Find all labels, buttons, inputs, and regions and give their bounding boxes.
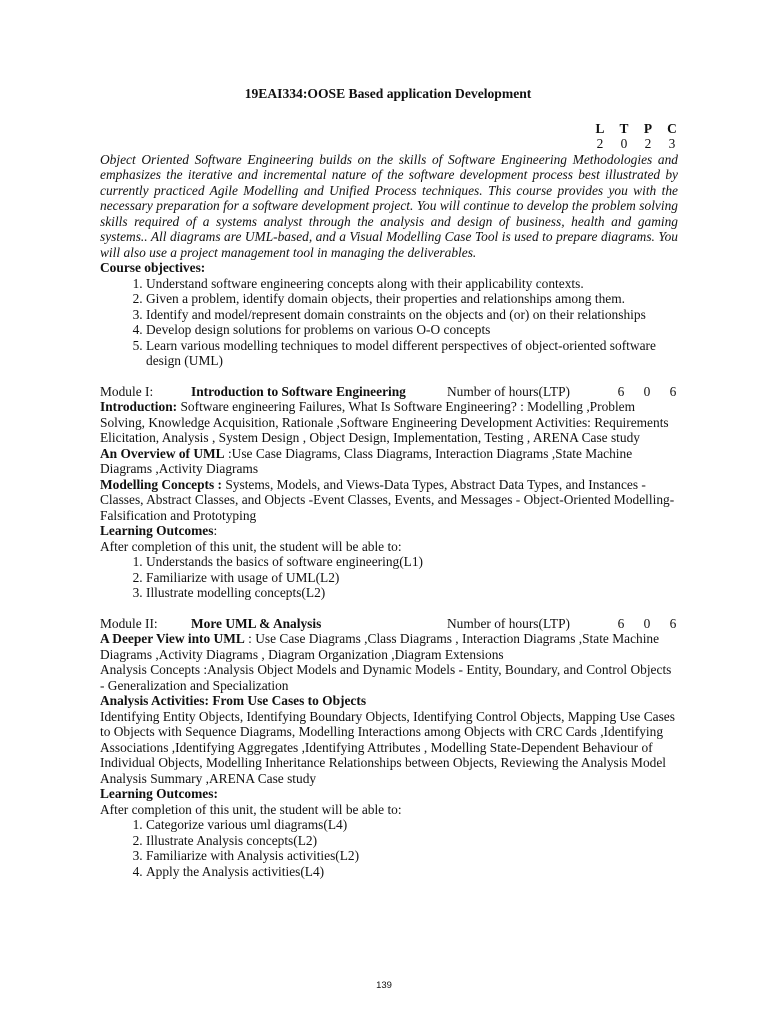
objectives-heading: Course objectives:: [100, 260, 206, 275]
module-2-header: [100, 616, 678, 632]
hours-t: 0: [643, 383, 651, 399]
objectives-list: [100, 276, 678, 369]
section-heading: A Deeper View into UML: [100, 631, 245, 646]
hours-label: Number of hours(LTP): [447, 615, 570, 631]
module-1-introduction: [100, 399, 678, 446]
ltpc-table: [100, 121, 684, 152]
module-2-outcomes-intro: After completion of this unit, the student will be able to:: [100, 801, 402, 817]
list-item: 2. Illustrate Analysis concepts(L2): [146, 833, 678, 849]
ltpc-value-c: 3: [668, 136, 676, 151]
module-label: Module I:: [100, 383, 154, 399]
ltpc-header-p: P: [643, 120, 653, 136]
list-item: 3. Identify and model/represent domain constraints on the objects and (or) on their relationships: [146, 307, 678, 323]
section-heading: Introduction:: [100, 399, 178, 414]
list-item: 2. Given a problem, identify domain objects, their properties and relationships among them.: [146, 291, 678, 307]
list-item: 1. Understands the basics of software engineering(L1): [146, 554, 678, 570]
list-item: 1. Categorize various uml diagrams(L4): [146, 817, 678, 833]
section-heading: An Overview of UML: [100, 445, 225, 461]
ltpc-value-t: 0: [620, 136, 628, 151]
hours-l: 6: [617, 383, 625, 399]
module-1-outcomes-intro: After completion of this unit, the student will be able to:: [100, 538, 402, 554]
module-label: Module II:: [100, 615, 158, 631]
page-number: 139: [376, 980, 392, 991]
ltpc-header-t: T: [619, 120, 629, 136]
list-item: 3. Familiarize with Analysis activities(L2): [146, 848, 678, 864]
course-introduction: Object Oriented Software Engineering builds on the skills of Software Engineering Methodologies and emphasizes the iterative and incremental nature of the software development process best illustrated by currently practiced Agile Modelling and Unified Process techniques. This course provides you with the necessary preparation for a software development project. You will continue to develop the problem solving skills required of a systems analyst through the analysis and design of business, health and gaming systems.. All diagrams are UML-based, and a Visual Modelling Case Tool is used to prepare diagrams. You will also use a project management tool in managing the deliverables.: [100, 151, 678, 260]
module-2-activities-heading: Analysis Activities: From Use Cases to Objects: [100, 693, 367, 708]
hours-l: 6: [617, 615, 625, 631]
module-1-outcomes-heading: Learning Outcomes:: [100, 523, 218, 538]
section-text: Systems, Models, and Views-Data Types, Abstract Data Types, and Instances -Classes, Abstract Classes, and Objects -Event Classes, Events, and Messages - Object-Oriented Modelling- Falsification and Prototyping: [100, 476, 675, 523]
ltpc-header-l: L: [595, 120, 605, 136]
list-item: 4. Apply the Analysis activities(L4): [146, 864, 678, 880]
hours-label: Number of hours(LTP): [447, 383, 570, 399]
hours-values: [617, 384, 677, 400]
module-title: More UML & Analysis: [191, 615, 322, 631]
module-1-outcomes-list: [100, 554, 678, 601]
section-text: Software engineering Failures, What Is Software Engineering? : Modelling ,Problem Solving, Knowledge Acquisition, Rationale ,Software Engineering Development Activities: Requirements Elicitation, Analysis , System Design , Object Design, Implementation, Testing , ARENA Case study: [100, 399, 669, 445]
module-2-activities-text: Identifying Entity Objects, Identifying Boundary Objects, Identifying Control Objects, Mapping Use Cases to Objects with Sequence Diagrams, Modelling Interactions among Objects with CRC Cards ,Identifying Associations ,Identifying Aggregates ,Identifying Attributes , Modelling State-Dependent Behaviour of Individual Objects, Modelling Inheritance Relationships between Objects, Reviewing the Analysis Model Analysis Summary ,ARENA Case study: [100, 708, 675, 786]
section-text: : Use Case Diagrams ,Class Diagrams , Interaction Diagrams ,State Machine Diagrams ,Activity Diagrams , Diagram Organization ,Diagram Extensions: [100, 631, 660, 662]
syllabus-page: [100, 86, 678, 879]
module-2-deeper-uml: [100, 631, 678, 662]
module-1-header: [100, 384, 678, 400]
section-text: :Use Case Diagrams, Class Diagrams, Interaction Diagrams ,State Machine Diagrams ,Activity Diagrams: [100, 445, 633, 476]
list-item: 2. Familiarize with usage of UML(L2): [146, 570, 678, 586]
module-2-outcomes-list: [100, 817, 678, 879]
module-2-analysis-concepts: Analysis Concepts :Analysis Object Models and Dynamic Models - Entity, Boundary, and Control Objects - Generalization and Specialization: [100, 662, 672, 693]
section-heading: Modelling Concepts :: [100, 476, 222, 492]
list-item: 4. Develop design solutions for problems on various O-O concepts: [146, 322, 678, 338]
hours-t: 0: [643, 615, 651, 631]
ltpc-header-c: C: [667, 120, 677, 136]
hours-p: 6: [669, 615, 677, 631]
list-item: 5. Learn various modelling techniques to model different perspectives of object-oriented software design (UML): [146, 338, 678, 369]
list-item: 3. Illustrate modelling concepts(L2): [146, 585, 678, 601]
module-title: Introduction to Software Engineering: [191, 383, 406, 399]
module-2-outcomes-heading: Learning Outcomes:: [100, 786, 218, 801]
hours-p: 6: [669, 383, 677, 399]
module-1-modelling-concepts: [100, 477, 678, 524]
hours-values: [617, 616, 677, 632]
list-item: 1. Understand software engineering concepts along with their applicability contexts.: [146, 276, 678, 292]
ltpc-value-p: 2: [644, 136, 652, 151]
course-title: 19EAI334:OOSE Based application Development: [244, 86, 532, 101]
module-1-uml-overview: [100, 446, 678, 477]
ltpc-value-l: 2: [596, 136, 604, 151]
